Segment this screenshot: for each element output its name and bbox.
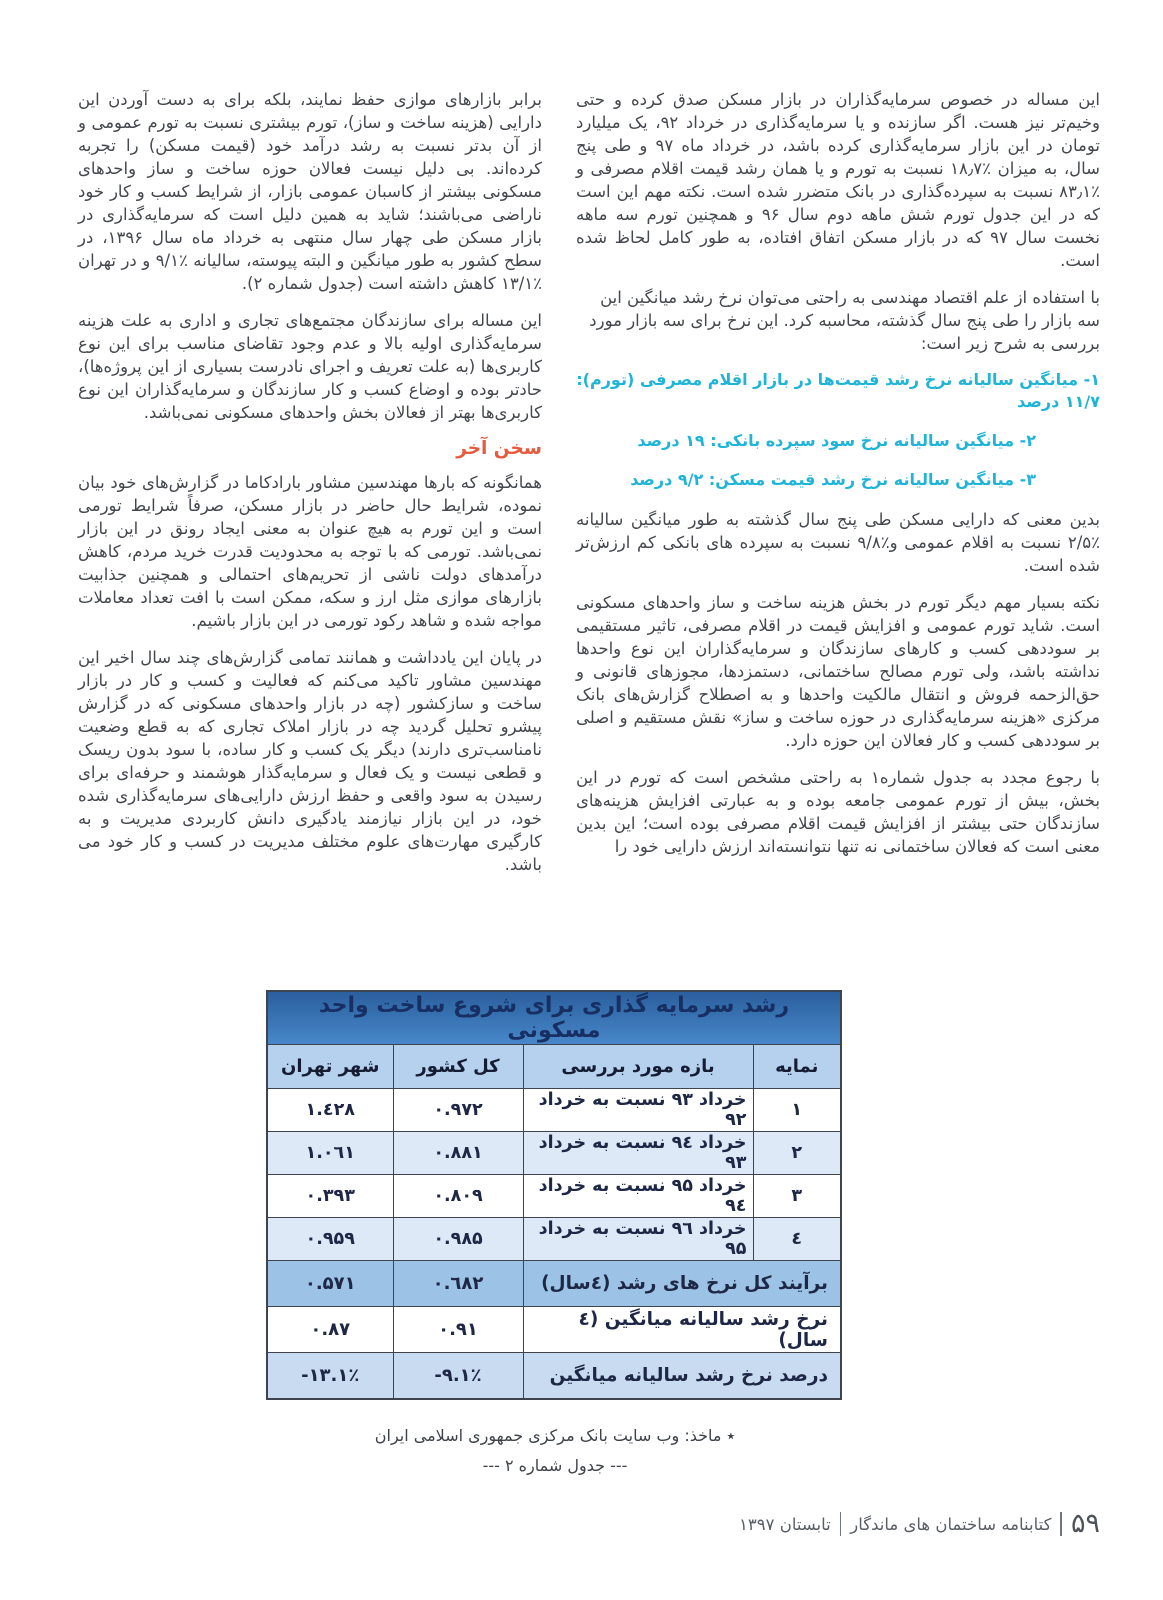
paragraph-inflationary-conditions: همانگونه که بارها مهندسین مشاور بارادکاما در گزارش‌های خود بیان نموده، شرایط حال حاضر در بازار مسکن، صرفاً شرایط تورمی است و این تورم به هیچ عنوان به معنی ایجاد رونق در این بازار نمی‌باشد. تورمی که با توجه به محدودیت قدرت خرید مردم، کاهش درآمدهای دولت ناشی از تحریم‌های احتمالی و همچنین جذابیت بازارهای موازی مثل ارز و سکه، ممکن است با افت تعداد معاملات مواجه شده و شاهد رکود تورمی در این بازار باشیم. [78,473,542,630]
summary-country-value: -۹.۱٪ [393,1353,523,1400]
investment-growth-table-wrap [268,990,842,1475]
summary-tehran-value: ۰.۸۷ [267,1307,393,1353]
cell-country-value: ۰.۹۷۲ [393,1089,523,1132]
issue-label: تابستان ۱۳۹۷ [739,1514,831,1534]
cell-period: خرداد ۹٦ نسبت به خرداد ۹۵ [523,1218,753,1261]
page-content [78,88,1100,1475]
cell-country-value: ۰.۸۰۹ [393,1175,523,1218]
paragraph-parallel-markets: برابر بازارهای موازی حفظ نمایند، بلکه برای به دست آوردن این دارایی (هزینه ساخت و ساز)، تورم بیشتری نسبت به تورم عمومی و از آن بدتر نسبت به رشد درآمد خود (قیمت مسکن) را تجربه کرده‌اند. بی دلیل نیست فعالان حوزه ساخت و ساز واحدهای مسکونی بیشتر از کاسبان عمومی بازار، از شرایط کسب و کار خود ناراضی می‌باشند؛ شاید به همین دلیل است که سرمایه‌گذاری در بازار مسکن طی چهار سال منتهی به خرداد ماه سال ۱۳۹۶، در سطح کشور به طور میانگین و البته پیوسته، سالیانه ٪۹/۱ و در تهران ٪۱۳/۱ کاهش داشته است (جدول شماره ۲). [78,90,542,293]
page-footer [739,1508,1100,1540]
table-source-note: ٭ ماخذ: وب سایت بانک مرکزی جمهوری اسلامی ایران [374,1426,736,1445]
summary-row-avg-annual-growth [267,1307,841,1353]
header-tehran: شهر تهران [267,1045,393,1089]
table-row [267,1175,841,1218]
cell-tehran-value: ۰.۳۹۳ [267,1175,393,1218]
cell-index: ۲ [753,1132,841,1175]
header-period: بازه مورد بررسی [523,1045,753,1089]
summary-label: درصد نرخ رشد سالیانه میانگین [523,1353,841,1400]
list-item-consumer-inflation: ۱- میانگین سالیانه نرخ رشد قیمت‌ها در بازار اقلام مصرفی (تورم): ۱۱/۷ درصد [576,370,1100,411]
paragraph-commercial-builders: این مساله برای سازندگان مجتمع‌های تجاری و اداری به علت هزینه سرمایه‌گذاری اولیه بالا و عدم وجود تقاضای مناسب برای این نوع کاربری‌ها (به علت تعریف و اجرای نادرست بسیاری از این پروژه‌ها)، حادتر بوده و اوضاع کسب و کار سازندگان و سرمایه‌گذاران این نوع کاربری‌ها بهتر از فعالان بخش واحدهای مسکونی نمی‌باشد. [78,311,542,422]
summary-tehran-value: -۱۳.۱٪ [267,1353,393,1400]
cell-tehran-value: ۰.۹۵۹ [267,1218,393,1261]
cell-period: خرداد ۹۳ نسبت به خرداد ۹۲ [523,1089,753,1132]
summary-row-avg-annual-percent [267,1353,841,1400]
header-country: کل کشور [393,1045,523,1089]
table-caption: --- جدول شماره ۲ --- [482,1456,628,1475]
table-header-row [267,1045,841,1089]
summary-row-total-growth [267,1261,841,1307]
cell-period: خرداد ۹٤ نسبت به خرداد ۹۳ [523,1132,753,1175]
page-number: ۵۹ [1070,1508,1100,1539]
two-column-layout [78,88,1100,890]
table-row [267,1089,841,1132]
cell-index: ۱ [753,1089,841,1132]
paragraph-asset-devaluation: بدین معنی که دارایی مسکن طی پنج سال گذشته به طور میانگین سالیانه ٪۲/۵ نسبت به اقلام عمومی و٪۹/۸ نسبت به سپرده های بانکی کم ارزش‌تر شده است. [576,510,1100,575]
investment-growth-table [266,990,842,1400]
summary-country-value: ۰.٦۸۲ [393,1261,523,1307]
table-row [267,1132,841,1175]
table-title-row [267,991,841,1045]
paragraph-housing-investors: این مساله در خصوص سرمایه‌گذاران در بازار مسکن صدق کرده و حتی وخیم‌تر نیز هست. اگر سازنده و یا سرمایه‌گذاری در خرداد ۹۲، یک میلیارد تومان در این بازار سرمایه‌گذاری کرده باشد، در خرداد ماه ۹۷ و طی پنج سال، به میزان ٪۱۸٫۷ نسبت به تورم و یا همان رشد قیمت اقلام مصرفی و ٪۸۳٫۱ نسبت به سپرده‌گذاری در بانک متضرر شده است. نکته مهم این است که در این جدول تورم شش ماهه دوم سال ۹۶ و همچنین تورم سه ماهه نخست سال ۹۷ که در بازار مسکن اتفاق افتاده، به طور کامل لحاظ شده است. [576,90,1101,270]
cell-country-value: ۰.۹۸۵ [393,1218,523,1261]
final-word-heading: سخن آخر [456,438,542,459]
cell-tehran-value: ۱.۰٦۱ [267,1132,393,1175]
cell-index: ٤ [753,1218,841,1261]
summary-label: نرخ رشد سالیانه میانگین (٤ سال) [523,1307,841,1353]
paragraph-table1-reference: با رجوع مجدد به جدول شماره۱ به راحتی مشخص است که تورم در این بخش، بیش از تورم عمومی جامعه بوده و به عبارتی افزایش هزینه‌های سازندگان حتی بیشتر از افزایش قیمت اقلام مصرفی بوده است؛ این بدین معنی است که فعالان ساختمانی نه تنها نتوانسته‌اند ارزش دارایی خود را [576,768,1100,856]
cell-country-value: ۰.۸۸۱ [393,1132,523,1175]
footer-divider [1060,1512,1062,1536]
summary-label: برآیند کل نرخ های رشد (٤سال) [523,1261,841,1307]
cell-index: ۳ [753,1175,841,1218]
right-column [576,88,1100,890]
paragraph-engineering-economics: با استفاده از علم اقتصاد مهندسی به راحتی می‌توان نرخ رشد میانگین این سه بازار را طی پنج سال گذشته، محاسبه کرد. این نرخ برای سه بازار مورد بررسی به شرح زیر است: [589,288,1100,353]
list-item-bank-deposit-rate: ۲- میانگین سالیانه نرخ سود سپرده بانکی: ۱۹ درصد [637,431,1036,450]
list-item-housing-price-rate: ۳- میانگین سالیانه نرخ رشد قیمت مسکن: ۹/۲ درصد [630,470,1036,489]
paragraph-construction-cost-inflation: نکته بسیار مهم دیگر تورم در بخش هزینه ساخت و ساز واحدهای مسکونی است. شاید تورم عمومی و افزایش قیمت در اقلام مصرفی، تاثیر مستقیمی بر سوددهی کسب و کارهای سازندگان و سرمایه‌گذاران این نوع واحدها نداشته باشد، ولی تورم مصالح ساختمانی، دستمزدها، مجوزهای قانونی و حق‌الزحمه فروش و انتقال مالکیت واحدها و به اصطلاح گزارش‌های بانک مرکزی «هزینه سرمایه‌گذاری در حوزه ساخت و ساز» نقش مستقیم و اصلی بر سوددهی کسب و کار فعالان این حوزه دارد. [576,593,1100,750]
growth-rates-list [576,369,1100,491]
summary-tehran-value: ۰.۵۷۱ [267,1261,393,1307]
paragraph-closing-advice: در پایان این یادداشت و همانند تمامی گزارش‌های چند سال اخیر این مهندسین مشاور تاکید می‌کنم که فعالیت و کسب و کار در بازار ساخت و سازکشور (چه در بازار واحدهای مسکونی که در گزارش پیشرو تحلیل گردید چه در بازار املاک تجاری که به قطع وضعیت نامناسب‌تری دارند) دیگر یک کسب و کار ساده، با سود بدون ریسک و قطعی نیست و یک فعال و سرمایه‌گذار هوشمند و حرفه‌ای برای رسیدن به سود واقعی و حفظ ارزش دارایی‌های سرمایه‌گذاری شده خود، در این بازار نیازمند یادگیری دانش کاربردی مدیریت و به کارگیری مهارت‌های علوم مختلف مدیریت در کسب و کار خود می باشد. [78,648,542,874]
cell-period: خرداد ۹۵ نسبت به خرداد ۹٤ [523,1175,753,1218]
footer-divider [840,1512,842,1536]
header-index: نمایه [753,1045,841,1089]
cell-tehran-value: ۱.٤۲۸ [267,1089,393,1132]
summary-country-value: ۰.۹۱ [393,1307,523,1353]
magazine-title: کتابنامه ساختمان های ماندگار [850,1514,1052,1534]
table-title: رشد سرمایه گذاری برای شروع ساخت واحد مسکونی [267,991,841,1045]
left-column [78,88,542,890]
table-row [267,1218,841,1261]
